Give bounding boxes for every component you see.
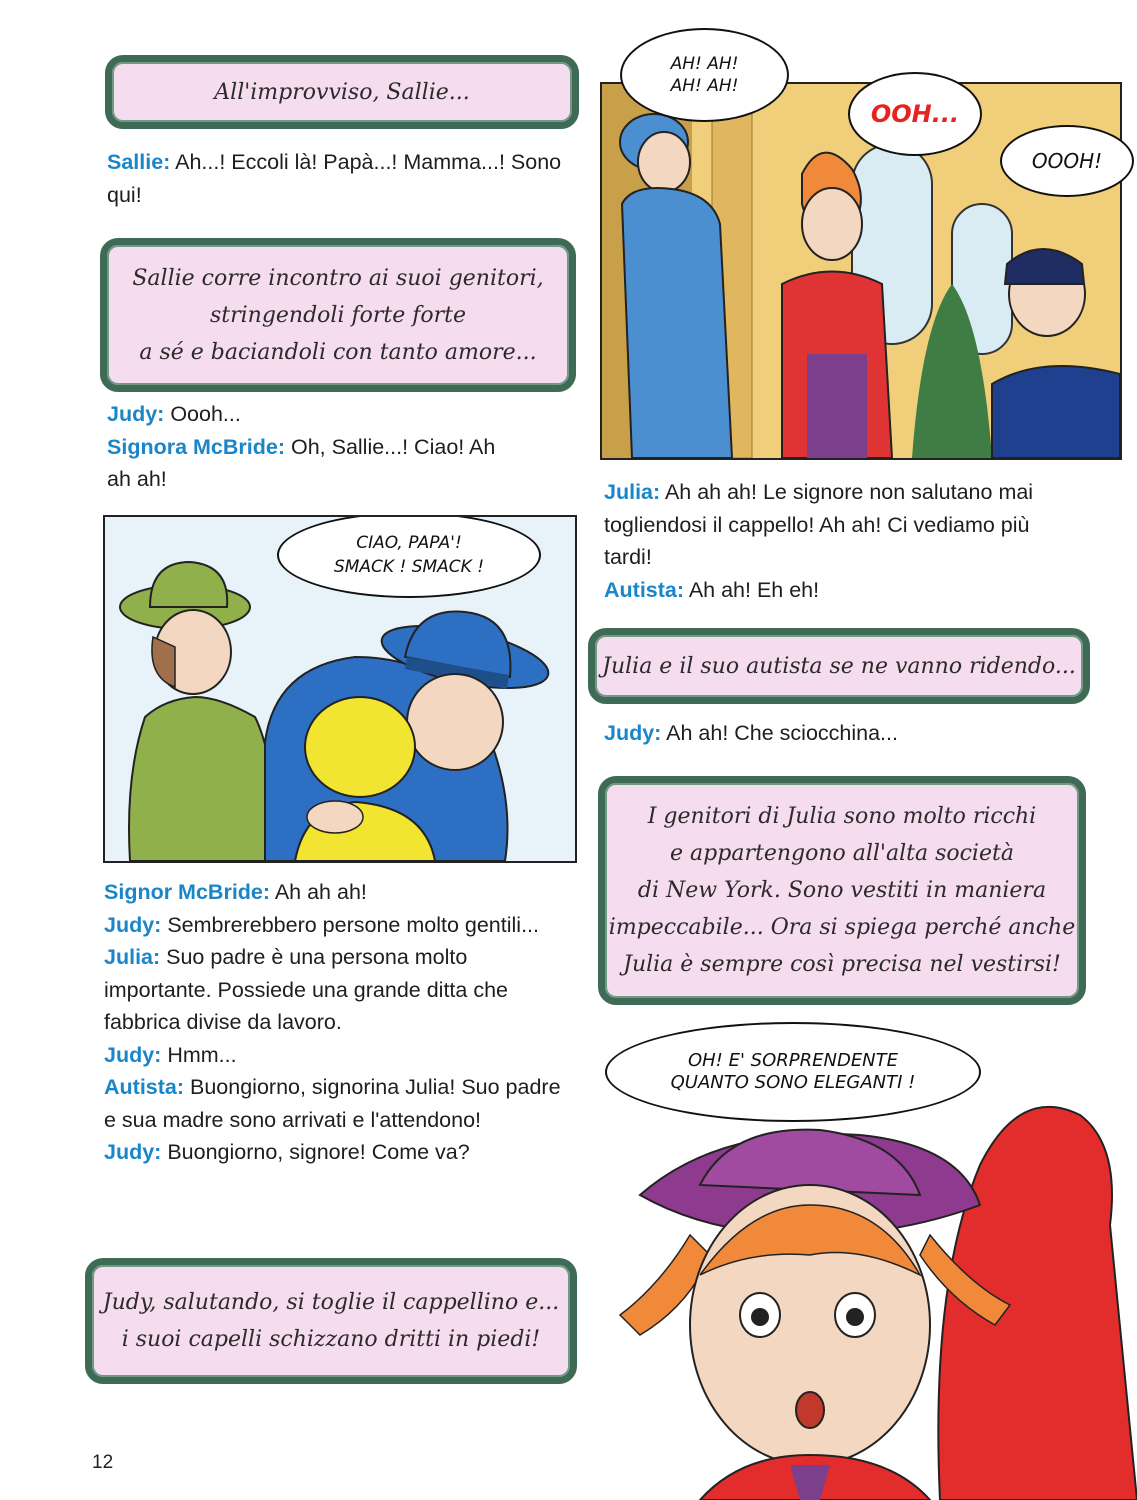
caption-line: i suoi capelli schizzano dritti in piedi!: [121, 1327, 541, 1352]
dialogue-block: [604, 717, 1044, 750]
dialogue-line: Judy: Oooh...: [107, 402, 241, 426]
caption-line: di New York. Sono vestiti in maniera: [637, 878, 1047, 903]
caption-text: All'improvviso, Sallie...: [214, 79, 470, 105]
bubble-line: QUANTO SONO ELEGANTI !: [670, 1072, 916, 1093]
page-number: 12: [92, 1452, 114, 1473]
dialogue-line: Judy: Buongiorno, signore! Come va?: [104, 1140, 470, 1164]
dialogue-block: [107, 398, 517, 496]
bubble-line: SMACK ! SMACK !: [333, 557, 485, 577]
bubble-line: AH! AH!: [670, 54, 739, 74]
speech-bubble: [277, 515, 541, 598]
bubble-line: AH! AH!: [670, 76, 739, 96]
dialogue-line: Judy: Sembrerebbero persone molto gentili...: [104, 912, 539, 937]
bubble-text: OOOH!: [1031, 149, 1103, 173]
caption-line: Judy, salutando, si toglie il cappellino e...: [102, 1290, 560, 1315]
dialogue-line: Julia: Suo padre è una persona molto importante. Possiede una grande ditta che fabbrica divise da lavoro.: [104, 945, 508, 1034]
caption-line: Julia è sempre così precisa nel vestirsi!: [623, 952, 1061, 977]
bubble-line: CIAO, PAPA'!: [356, 533, 462, 553]
caption-line: a sé e baciandoli con tanto amore...: [139, 339, 537, 365]
caption-box: [598, 776, 1086, 1005]
caption-line: I genitori di Julia sono molto ricchi: [647, 804, 1037, 829]
dialogue-block: [604, 476, 1044, 606]
caption-line: stringendoli forte forte: [209, 302, 467, 328]
dialogue-line: Autista: Buongiorno, signorina Julia! Suo padre e sua madre sono arrivati e l'attendono!: [104, 1075, 561, 1132]
caption-box: [588, 628, 1090, 704]
dialogue-block: [107, 146, 597, 211]
dialogue-line: Signora McBride: Oh, Sallie...! Ciao! Ah ah ah!: [107, 434, 496, 491]
caption-box: [85, 1258, 577, 1384]
dialogue-line: Julia: Ah ah ah! Le signore non salutano mai togliendosi il cappello! Ah ah! Ci vediamo più tardi!: [604, 480, 1034, 569]
comic-panel-family-greeting: [103, 515, 577, 863]
dialogue-line: Judy: Ah ah! Che sciocchina...: [604, 721, 898, 745]
judy-illustration: [600, 1085, 1137, 1500]
speech-bubble: [605, 1022, 981, 1122]
speech-bubble: [1000, 125, 1134, 197]
dialogue-line: Autista: Ah ah! Eh eh!: [604, 577, 820, 602]
dialogue-line: Sallie: Ah...! Eccoli là! Papà...! Mamma...! Sono qui!: [107, 150, 562, 207]
caption-line: impeccabile... Ora si spiega perché anche: [608, 915, 1076, 940]
caption-box: [105, 55, 579, 129]
speech-bubble: [848, 72, 982, 156]
dialogue-line: Judy: Hmm...: [104, 1042, 237, 1067]
speech-bubble: [620, 28, 789, 122]
sound-effect-text: OOH...: [870, 100, 960, 128]
caption-line: e appartengono all'alta società: [670, 841, 1014, 866]
caption-text: Julia e il suo autista se ne vanno ridendo...: [602, 653, 1076, 679]
bubble-line: OH! E' SORPRENDENTE: [687, 1050, 899, 1071]
comic-panel-judy-surprised: [600, 1085, 1137, 1500]
caption-box: [100, 238, 576, 392]
dialogue-block: [104, 876, 574, 1169]
dialogue-line: Signor McBride: Ah ah ah!: [104, 880, 367, 904]
caption-line: Sallie corre incontro ai suoi genitori,: [132, 265, 544, 291]
